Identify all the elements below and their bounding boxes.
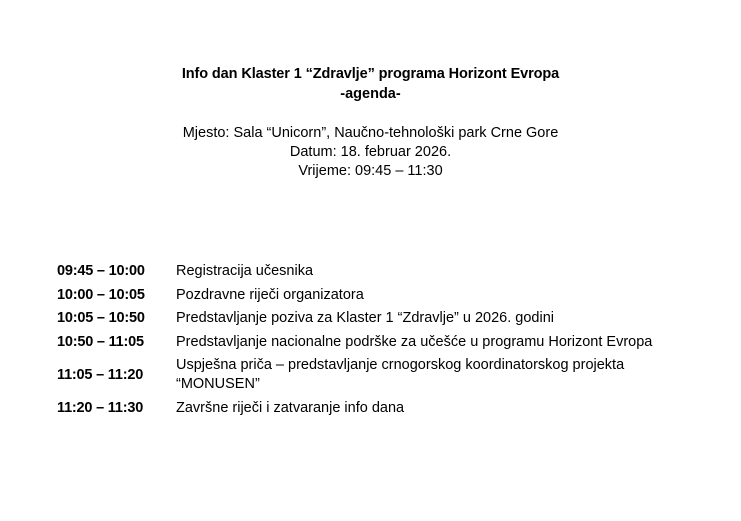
agenda-item xyxy=(57,333,697,352)
agenda-item-description-line: Predstavljanje poziva za Klaster 1 “Zdravlje” u 2026. godini xyxy=(176,310,555,326)
agenda-item-description xyxy=(176,333,697,352)
event-details xyxy=(0,124,741,181)
agenda-item-description xyxy=(176,399,697,418)
agenda-item xyxy=(57,309,697,328)
agenda-item-time: 10:05 – 10:50 xyxy=(57,310,145,326)
agenda-item-time: 10:00 – 10:05 xyxy=(57,286,145,303)
agenda-item-time: 11:20 – 11:30 xyxy=(57,399,144,416)
agenda-item-description-line: “MONUSEN” xyxy=(176,376,260,392)
document-subtitle: -agenda- xyxy=(340,86,401,102)
agenda-item xyxy=(57,262,697,281)
agenda-item-description xyxy=(176,286,697,305)
agenda-item-time: 11:05 – 11:20 xyxy=(57,366,144,383)
agenda-item-time: 09:45 – 10:00 xyxy=(57,263,145,279)
agenda-item-description xyxy=(176,262,697,281)
title-block xyxy=(0,64,741,104)
agenda-item-time: 10:50 – 11:05 xyxy=(57,333,144,350)
agenda-item-description-line: Predstavljanje nacionalne podrške za učešće u programu Horizont Evropa xyxy=(176,333,653,350)
agenda-item-description xyxy=(176,309,697,328)
agenda-item-description-line: Završne riječi i zatvaranje info dana xyxy=(176,399,405,416)
event-date: Datum: 18. februar 2026. xyxy=(289,144,452,160)
event-time: Vrijeme: 09:45 – 11:30 xyxy=(298,163,443,179)
agenda-item-description-line: Uspješna priča – predstavljanje crnogorskog koordinatorskog projekta xyxy=(176,357,625,373)
agenda-item-description-line: Registracija učesnika xyxy=(176,263,314,279)
document-title: Info dan Klaster 1 “Zdravlje” programa Horizont Evropa xyxy=(181,66,560,82)
agenda-list xyxy=(57,262,697,422)
agenda-item-description-line: Pozdravne riječi organizatora xyxy=(176,286,364,303)
agenda-item-description xyxy=(176,356,697,394)
agenda-item xyxy=(57,286,697,305)
event-location: Mjesto: Sala “Unicorn”, Naučno-tehnološki park Crne Gore xyxy=(182,125,559,141)
agenda-item xyxy=(57,356,697,394)
agenda-item xyxy=(57,399,697,418)
